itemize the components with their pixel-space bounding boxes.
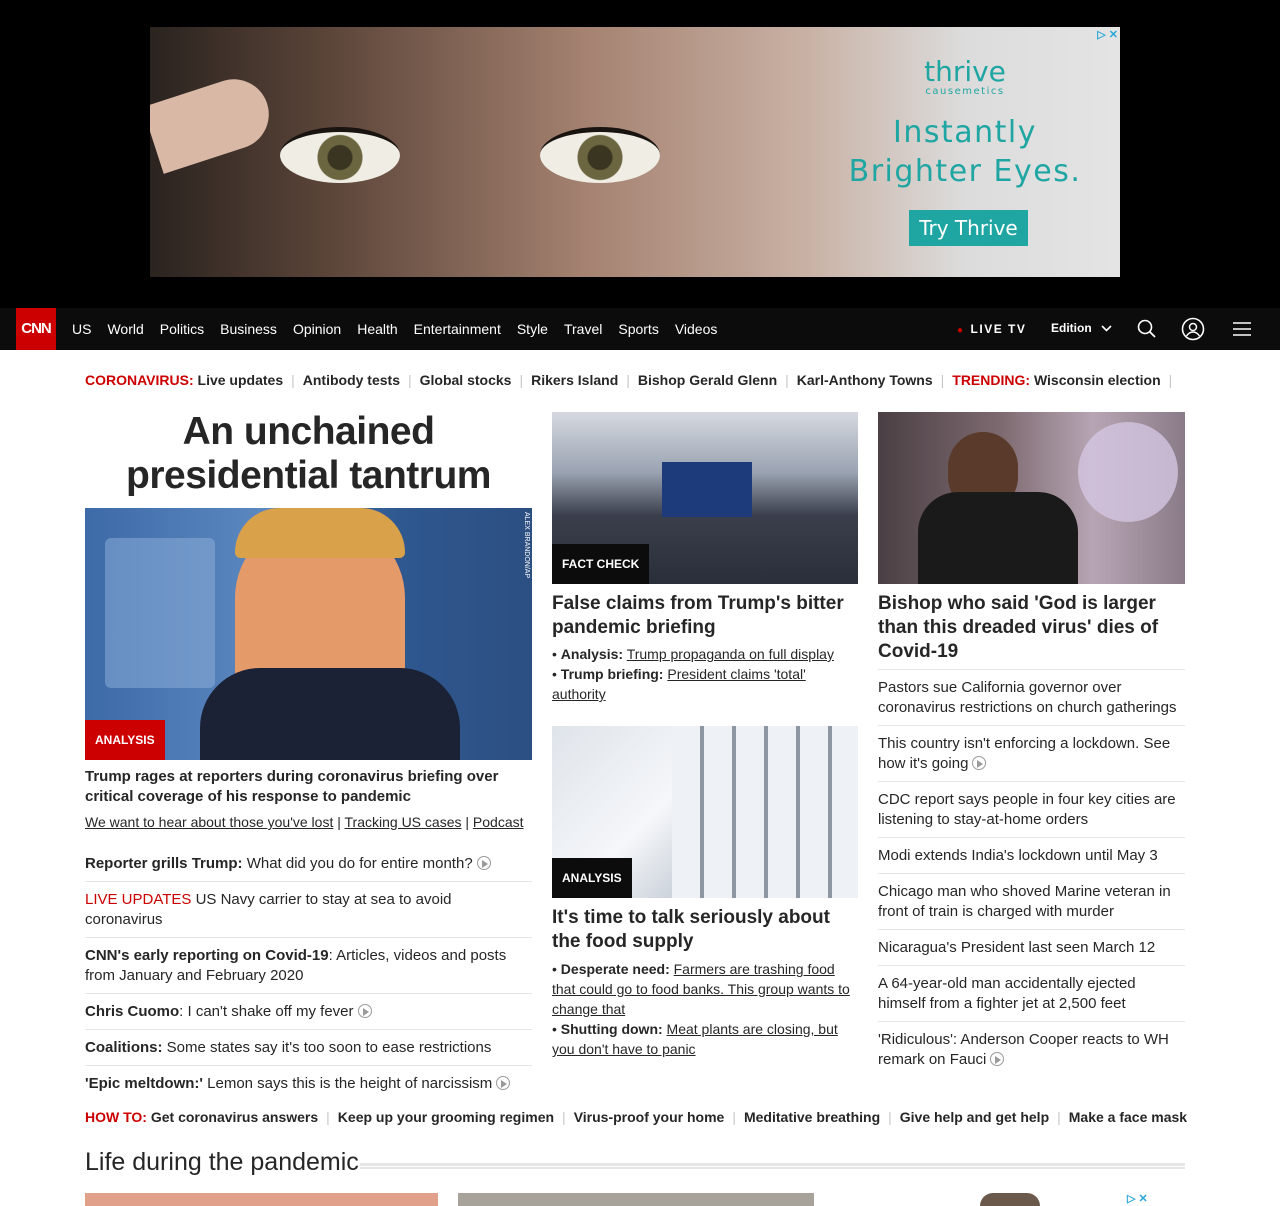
lead-badge: ANALYSIS bbox=[85, 720, 165, 760]
howto-item[interactable]: Get coronavirus answers bbox=[150, 1109, 319, 1125]
right-title[interactable]: Bishop who said 'God is larger than this dreaded virus' dies of Covid-19 bbox=[878, 593, 1159, 662]
mid-image-2-fridges bbox=[672, 726, 858, 898]
right-image-body bbox=[918, 492, 1078, 584]
bullet-item[interactable] bbox=[552, 1019, 858, 1059]
nav-link-videos[interactable]: Videos bbox=[674, 321, 718, 337]
lead-link[interactable]: Podcast bbox=[472, 814, 524, 830]
trending-item[interactable]: Karl-Anthony Towns bbox=[796, 372, 933, 388]
separator: | bbox=[785, 372, 789, 388]
lead-image-credit: ALEX BRANDON/AP bbox=[523, 512, 530, 579]
howto-label: HOW TO: bbox=[85, 1109, 147, 1125]
list-item-text: : Articles, videos and posts from January and February 2020 bbox=[85, 947, 507, 984]
bullet-dot: • bbox=[552, 666, 561, 682]
top-nav bbox=[0, 308, 1280, 350]
section-card-image-2[interactable] bbox=[458, 1193, 814, 1206]
lead-link[interactable]: Tracking US cases bbox=[344, 814, 462, 830]
list-item[interactable] bbox=[85, 937, 532, 993]
howto-item[interactable]: Virus-proof your home bbox=[573, 1109, 725, 1125]
ad-banner-area bbox=[0, 0, 1280, 308]
nav-link-us[interactable]: US bbox=[72, 321, 92, 337]
list-item[interactable] bbox=[878, 1021, 1185, 1077]
separator: | bbox=[1057, 1109, 1061, 1125]
bullet-link[interactable]: Meat plants are closing, but you don't have to panic bbox=[552, 1021, 838, 1057]
bullet-bold: Shutting down: bbox=[560, 1021, 663, 1037]
trending-bar bbox=[85, 372, 1180, 388]
separator: | bbox=[326, 1109, 330, 1125]
bullet-bold: Desperate need: bbox=[560, 961, 670, 977]
separator: | bbox=[888, 1109, 892, 1125]
menu-icon[interactable] bbox=[1230, 317, 1254, 341]
play-icon bbox=[496, 1076, 510, 1090]
separator: | bbox=[461, 814, 473, 830]
edition-dropdown[interactable] bbox=[1051, 321, 1112, 335]
section-card-image-1[interactable] bbox=[85, 1193, 438, 1206]
list-item[interactable] bbox=[85, 846, 532, 881]
nav-link-opinion[interactable]: Opinion bbox=[292, 321, 342, 337]
list-item[interactable] bbox=[878, 873, 1185, 929]
bullet-link[interactable]: Trump propaganda on full display bbox=[626, 646, 834, 662]
trending-item[interactable]: Live updates bbox=[197, 372, 284, 388]
nav-link-health[interactable]: Health bbox=[357, 321, 398, 337]
list-item[interactable] bbox=[878, 929, 1185, 965]
separator: | bbox=[408, 372, 412, 388]
nav-link-sports[interactable]: Sports bbox=[618, 321, 659, 337]
ad-brand-logo bbox=[810, 55, 1120, 97]
separator: | bbox=[291, 372, 295, 388]
list-item-bold: Reporter grills Trump: bbox=[85, 855, 243, 872]
list-item-text: This country isn't enforcing a lockdown. See how it's going bbox=[878, 735, 1171, 772]
mid-title-1[interactable]: False claims from Trump's bitter pandemic briefing bbox=[552, 593, 844, 638]
separator: | bbox=[519, 372, 524, 388]
list-item-text: What did you do for entire month? bbox=[242, 855, 473, 872]
list-item[interactable] bbox=[878, 725, 1185, 781]
section-ad-choices-icon[interactable]: ▷ ✕ bbox=[1127, 1193, 1148, 1205]
ad-choices-icon[interactable]: ▷ ✕ bbox=[1097, 29, 1118, 41]
trending-label: CORONAVIRUS: bbox=[85, 372, 194, 388]
play-icon bbox=[990, 1052, 1004, 1066]
list-item-text: CDC report says people in four key cities are listening to stay-at-home orders bbox=[878, 791, 1176, 828]
mid-image-2[interactable] bbox=[552, 726, 858, 898]
list-item-text: Pastors sue California governor over coronavirus restrictions on church gatherings bbox=[878, 679, 1177, 716]
howto-item[interactable]: Keep up your grooming regimen bbox=[337, 1109, 555, 1125]
bullet-item[interactable] bbox=[552, 644, 858, 664]
list-item[interactable] bbox=[878, 965, 1185, 1021]
mid-badge-2: ANALYSIS bbox=[552, 858, 632, 898]
separator: | bbox=[562, 1109, 566, 1125]
howto-item[interactable]: Make a face mask bbox=[1068, 1109, 1188, 1125]
bullet-link[interactable]: President claims 'total' authority bbox=[552, 666, 806, 702]
bullet-bold: Trump briefing: bbox=[560, 666, 664, 682]
edition-label: Edition bbox=[1051, 321, 1092, 335]
section-title: Life during the pandemic bbox=[85, 1148, 359, 1176]
list-item-bold: Coalitions: bbox=[85, 1039, 163, 1056]
right-image[interactable] bbox=[878, 412, 1185, 584]
ad-finger bbox=[150, 70, 278, 174]
list-item-text: Lemon says this is the height of narcissism bbox=[202, 1075, 493, 1092]
list-item-text: : I can't shake off my fever bbox=[179, 1003, 354, 1020]
bullet-bold: Analysis: bbox=[560, 646, 624, 662]
live-updates-label: LIVE UPDATES bbox=[85, 891, 192, 908]
nav-links bbox=[72, 308, 717, 350]
list-item[interactable] bbox=[85, 993, 532, 1029]
list-item-text: 'Ridiculous': Anderson Cooper reacts to WH remark on Fauci bbox=[878, 1031, 1169, 1068]
ad-eye-right bbox=[540, 127, 660, 183]
chevron-down-icon bbox=[1098, 321, 1112, 335]
trending-item[interactable]: Antibody tests bbox=[302, 372, 400, 388]
list-item-bold: Chris Cuomo bbox=[85, 1003, 180, 1020]
list-item[interactable] bbox=[878, 837, 1185, 873]
list-item-text: Nicaragua's President last seen March 12 bbox=[878, 939, 1156, 956]
nav-link-business[interactable]: Business bbox=[220, 321, 277, 337]
right-image-flowers bbox=[1078, 422, 1178, 522]
play-icon bbox=[477, 856, 491, 870]
list-item[interactable] bbox=[85, 881, 532, 937]
mid-image-1[interactable] bbox=[552, 412, 858, 584]
play-icon bbox=[358, 1004, 372, 1018]
lead-image-seal bbox=[105, 538, 215, 688]
bullet-item[interactable] bbox=[552, 959, 858, 1019]
ad-eye-left bbox=[280, 127, 400, 183]
account-icon[interactable] bbox=[1181, 317, 1205, 341]
mid-image-1-podium bbox=[662, 462, 752, 517]
list-item-text: A 64-year-old man accidentally ejected himself from a fighter jet at 2,500 feet bbox=[878, 975, 1136, 1012]
howto-item[interactable]: Give help and get help bbox=[899, 1109, 1050, 1125]
section-ad-image[interactable] bbox=[980, 1193, 1040, 1206]
ad-brand-sub: causemetics bbox=[925, 86, 1005, 97]
separator: | bbox=[940, 372, 945, 388]
separator: | bbox=[1168, 372, 1173, 388]
trending-item[interactable]: Bishop Gerald Glenn bbox=[637, 372, 778, 388]
lead-links bbox=[85, 812, 532, 832]
list-item-text: US Navy carrier to stay at sea to avoid coronavirus bbox=[85, 891, 452, 928]
trending-label-2: TRENDING: bbox=[952, 372, 1031, 388]
lead-headline[interactable]: An unchained presidential tantrum bbox=[126, 410, 491, 497]
nav-link-entertainment[interactable]: Entertainment bbox=[413, 321, 501, 337]
nav-link-politics[interactable]: Politics bbox=[159, 321, 205, 337]
trending-item[interactable]: Rikers Island bbox=[531, 372, 619, 388]
mid-bullets-2 bbox=[552, 959, 858, 1059]
lead-image[interactable] bbox=[85, 508, 532, 760]
section-rule bbox=[360, 1163, 1185, 1169]
list-item[interactable] bbox=[85, 1065, 532, 1101]
live-tv-label: LIVE TV bbox=[970, 322, 1027, 336]
ad-brand: thrive bbox=[924, 55, 1006, 88]
list-item[interactable] bbox=[878, 670, 1185, 725]
separator: | bbox=[333, 814, 345, 830]
trending-item[interactable]: Global stocks bbox=[419, 372, 512, 388]
bullet-link[interactable]: Farmers are trashing food that could go to food banks. This group wants to change that bbox=[552, 961, 850, 1017]
lead-title[interactable]: Trump rages at reporters during coronavirus briefing over critical coverage of his response to pandemic bbox=[85, 768, 499, 805]
lead-image-hair bbox=[235, 508, 405, 558]
separator: | bbox=[732, 1109, 736, 1125]
nav-link-world[interactable]: World bbox=[107, 321, 144, 337]
lead-list bbox=[85, 846, 532, 1101]
right-list bbox=[878, 669, 1185, 1077]
nav-link-travel[interactable]: Travel bbox=[563, 321, 603, 337]
list-item-bold: CNN's early reporting on Covid-19 bbox=[85, 947, 329, 964]
nav-link-style[interactable]: Style bbox=[516, 321, 548, 337]
trending-item-2[interactable]: Wisconsin election bbox=[1033, 372, 1161, 388]
mid-title-2[interactable]: It's time to talk seriously about the food supply bbox=[552, 907, 830, 952]
list-item-text: Chicago man who shoved Marine veteran in front of train is charged with murder bbox=[878, 883, 1171, 920]
bullet-dot: • bbox=[552, 646, 561, 662]
list-item[interactable] bbox=[85, 1029, 532, 1065]
live-tv-link[interactable] bbox=[957, 322, 1026, 336]
ad-thrive-causemetics[interactable] bbox=[150, 27, 1120, 277]
separator: | bbox=[626, 372, 630, 388]
bullet-dot: • bbox=[552, 1021, 561, 1037]
mid-bullets-1 bbox=[552, 644, 858, 704]
lead-image-suit bbox=[200, 668, 460, 760]
ad-tagline-1: Instantly bbox=[892, 115, 1037, 150]
lead-link[interactable]: We want to hear about those you've lost bbox=[85, 814, 334, 830]
bullet-item[interactable] bbox=[552, 664, 858, 704]
mid-badge-1: FACT CHECK bbox=[552, 544, 649, 584]
howto-bar bbox=[85, 1109, 1187, 1125]
ad-tagline bbox=[810, 113, 1120, 191]
howto-item[interactable]: Meditative breathing bbox=[743, 1109, 881, 1125]
list-item-text: Some states say it's too soon to ease restrictions bbox=[162, 1039, 492, 1056]
play-icon bbox=[972, 756, 986, 770]
live-dot-icon: ● bbox=[957, 325, 965, 336]
list-item-bold: 'Epic meltdown:' bbox=[85, 1075, 203, 1092]
cnn-logo[interactable]: CNN bbox=[16, 308, 56, 350]
list-item[interactable] bbox=[878, 781, 1185, 837]
ad-cta-button[interactable]: Try Thrive bbox=[909, 210, 1028, 246]
list-item-text: Modi extends India's lockdown until May 3 bbox=[878, 847, 1158, 864]
search-icon[interactable] bbox=[1135, 317, 1159, 341]
bullet-dot: • bbox=[552, 961, 561, 977]
ad-tagline-2: Brighter Eyes. bbox=[848, 154, 1082, 189]
